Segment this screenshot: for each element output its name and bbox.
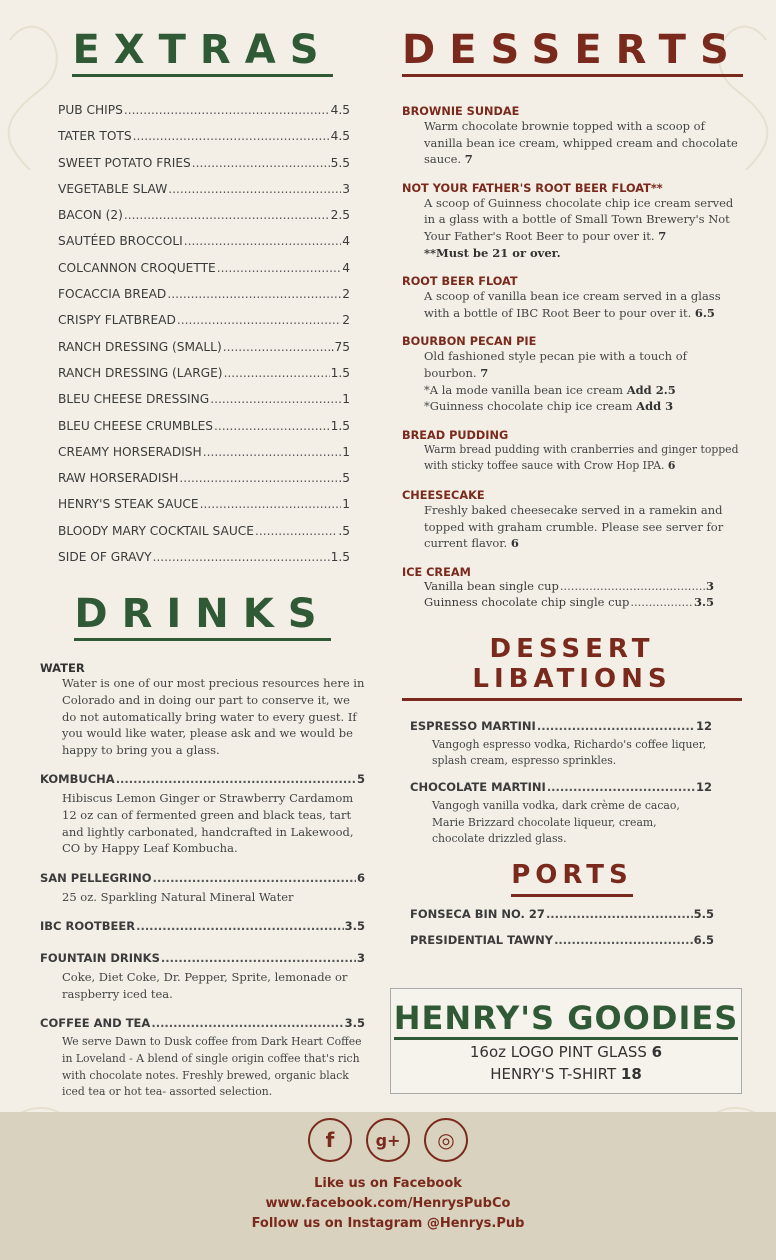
facebook-icon[interactable]: f xyxy=(308,1118,352,1162)
list-item: HENRY'S STEAK SAUCE ..... 1 xyxy=(58,497,350,523)
drink-rootbeer: IBC ROOTBEER ..... 3.5 xyxy=(40,919,365,937)
dessert-pecan-pie: BOURBON PECAN PIE Old fashioned style pecan pie with a touch of bourbon. 7 *A la mode vanilla bean ice cream Add 2.5 *Guinness chocolate chip ice cream Add 3 xyxy=(402,335,687,414)
drink-coffee: COFFEE AND TEA ..... 3.5 We serve Dawn to Dusk coffee from Dark Heart Coffee in Loveland - A blend of single origin coffee that's rich with chocolate notes. Freshly brewed, organic black iced tea or hot tea- assorted selection. xyxy=(40,1016,365,1100)
instagram-icon[interactable]: ◎ xyxy=(424,1118,468,1162)
footer-instagram-text: Follow us on Instagram @Henrys.Pub xyxy=(251,1216,525,1231)
drinks-heading: DRINKS xyxy=(40,594,365,641)
desserts-heading: DESSERTS xyxy=(402,30,742,77)
list-item: RANCH DRESSING (SMALL) ..... .75 xyxy=(58,340,350,366)
extras-heading: EXTRAS xyxy=(40,30,365,77)
desserts-list xyxy=(402,105,742,612)
social-icons xyxy=(0,1118,776,1162)
goodie-item: HENRY'S T-SHIRT 18 xyxy=(490,1065,642,1083)
list-item: Guinness chocolate chip single cup ..... 3.5 xyxy=(424,595,714,612)
ports-heading: PORTS xyxy=(402,860,742,897)
libation-espresso: ESPRESSO MARTINI ..... 12 Vangogh espresso vodka, Richardo's coffee liquer, splash cream, espresso sprinkles. xyxy=(402,719,712,770)
libation-chocolate: CHOCOLATE MARTINI ..... 12 Vangogh vanilla vodka, dark crème de cacao, Marie Brizzard chocolate liqueur, cream, chocolate drizzled glass. xyxy=(402,780,712,848)
dessert-bread-pudding: BREAD PUDDING Warm bread pudding with cranberries and ginger topped with sticky toffee sauce with Crow Hop IPA. 6 xyxy=(402,428,739,473)
extras-list xyxy=(40,103,350,576)
list-item: CRISPY FLATBREAD ..... 2 xyxy=(58,313,350,339)
dessert-brownie: BROWNIE SUNDAE Warm chocolate brownie topped with a scoop of vanilla bean ice cream, whipped cream and chocolate sauce. 7 xyxy=(402,105,738,167)
libations-heading: DESSERT LIBATIONS xyxy=(402,634,742,701)
list-item: BLEU CHEESE DRESSING ..... 1 xyxy=(58,392,350,418)
list-item: FONSECA BIN NO. 27 ..... 5.5 xyxy=(410,907,714,933)
dessert-ice-cream: ICE CREAM Vanilla bean single cup ..... 3 Guinness chocolate chip single cup ..... 3.5 xyxy=(402,566,742,612)
list-item: SIDE OF GRAVY ..... 1.5 xyxy=(58,550,350,576)
drink-kombucha: KOMBUCHA ..... 5 Hibiscus Lemon Ginger or Strawberry Cardamom 12 oz can of fermented green and black teas, tart and lightly carbonated, handcrafted in Lakewood, CO by Happy Leaf Kombucha. xyxy=(40,772,365,856)
left-column xyxy=(40,27,365,1101)
goodie-item: 16oz LOGO PINT GLASS 6 xyxy=(469,1043,663,1061)
list-item: SWEET POTATO FRIES ..... 5.5 xyxy=(58,156,350,182)
list-item: CREAMY HORSERADISH ..... 1 xyxy=(58,445,350,471)
list-item: FOCACCIA BREAD ..... 2 xyxy=(58,287,350,313)
list-item: VEGETABLE SLAW ..... 3 xyxy=(58,182,350,208)
google-plus-icon[interactable]: g+ xyxy=(366,1118,410,1162)
goodies-box xyxy=(390,988,742,1094)
dessert-root-beer-float: ROOT BEER FLOAT A scoop of vanilla bean ice cream served in a glass with a bottle of IBC Root Beer to pour over it. 6.5 xyxy=(402,275,721,320)
dessert-guinness-float: NOT YOUR FATHER'S ROOT BEER FLOAT** A scoop of Guinness chocolate chip ice cream served in a glass with a bottle of Small Town Brewery's Not Your Father's Root Beer to pour over it. 7 **Must be 21 or over. xyxy=(402,181,734,260)
list-item: SAUTÉED BROCCOLI ..... 4 xyxy=(58,234,350,260)
list-item: RAW HORSERADISH ..... .5 xyxy=(58,471,350,497)
drink-pellegrino: SAN PELLEGRINO ..... 6 25 oz. Sparkling Natural Mineral Water xyxy=(40,871,365,906)
ports-list xyxy=(402,907,714,959)
list-item: PRESIDENTIAL TAWNY ..... 6.5 xyxy=(410,933,714,959)
list-item: BLOODY MARY COCKTAIL SAUCE ..... .5 xyxy=(58,524,350,550)
footer-facebook-url[interactable]: www.facebook.com/HenrysPubCo xyxy=(265,1196,511,1211)
list-item: RANCH DRESSING (LARGE) ..... 1.5 xyxy=(58,366,350,392)
list-item: TATER TOTS ..... 4.5 xyxy=(58,129,350,155)
drink-fountain: FOUNTAIN DRINKS ..... 3 Coke, Diet Coke, Dr. Pepper, Sprite, lemonade or raspberry iced tea. xyxy=(40,951,365,1002)
dessert-cheesecake: CHEESECAKE Freshly baked cheesecake served in a ramekin and topped with graham crumble. Please see server for current flavor. 6 xyxy=(402,488,724,551)
list-item: PUB CHIPS ..... 4.5 xyxy=(58,103,350,129)
goodies-heading: HENRY'S GOODIES xyxy=(391,999,741,1037)
list-item: BACON (2) ..... 2.5 xyxy=(58,208,350,234)
right-column xyxy=(402,27,743,959)
list-item: BLEU CHEESE CRUMBLES ..... 1.5 xyxy=(58,419,350,445)
list-item: Vanilla bean single cup ..... 3 xyxy=(424,579,714,596)
footer-facebook-text: Like us on Facebook xyxy=(314,1176,462,1191)
drink-water: WATER Water is one of our most precious resources here in Colorado and in doing our part to conserve it, we do not automatically bring water to every guest. If you would like water, please ask and we would be happy to bring you a glass. xyxy=(40,661,365,757)
footer xyxy=(0,1112,776,1260)
list-item: COLCANNON CROQUETTE ..... 4 xyxy=(58,261,350,287)
